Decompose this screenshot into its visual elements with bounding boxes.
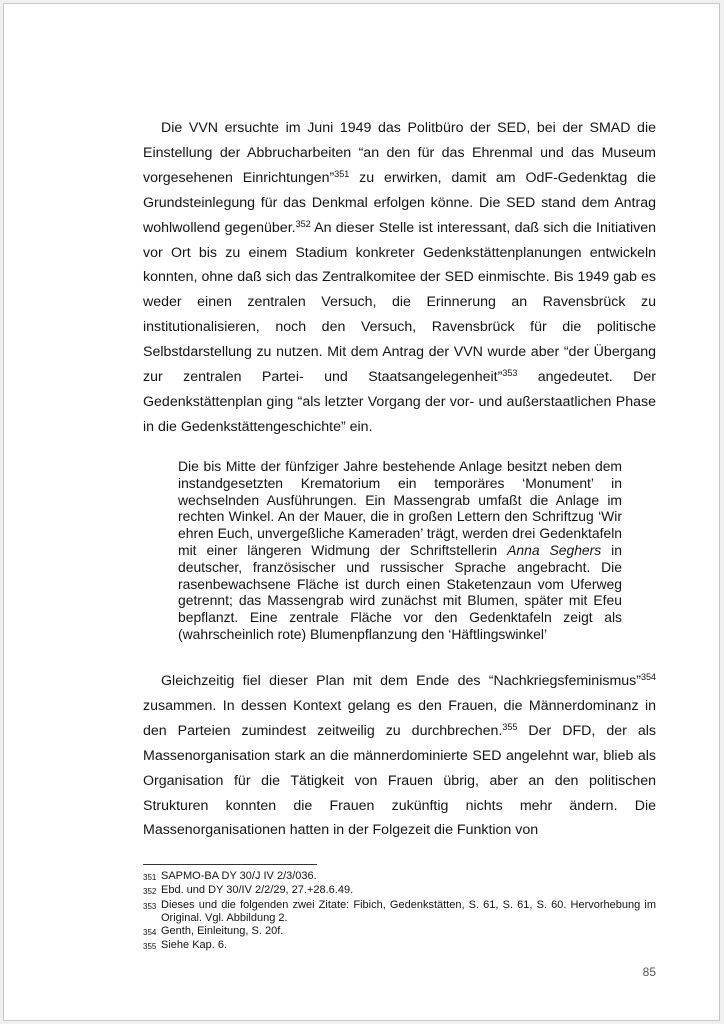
footnote-ref-352[interactable]: 352 — [295, 218, 311, 229]
footnote-number: 351 — [143, 873, 157, 882]
footnote-ref-353[interactable]: 353 — [502, 368, 518, 379]
body-paragraph-1: Die VVN ersuchte im Juni 1949 das Politbüro der SED, bei der SMAD die Einstellung der Abbrucharbeiten “an den für das Ehrenmal und das Museum vorgesehenen Einrichtungen”$^{351}$ zu erwirken, damit am OdF-Gedenktag die Grundsteinlegung für das Denkmal erfolgen könne. Die SED stand dem Antrag wohlwollend gegenüber.$^{352}$ An dieser Stelle ist interessant, daß sich die Initiativen vor Ort bis zu einem Stadium konkreter Gedenkstättenplanungen entwickeln konnten, ohne daß sich das Zentralkomitee der SED einmischte. Bis 1949 gab es weder einen zentralen Versuch, die Erinnerung an Ravensbrück zu institutionalisieren, noch den Versuch, Ravensbrück für die politische Selbstdarstellung zu nutzen. Mit dem Antrag der VVN wurde aber “der Übergang zur zentralen Partei- und Staatsangelegenheit”$^{353}$ angedeutet. Der Gedenkstättenplan ging “als letzter Vorgang der vor- und außerstaatlichen Phase in die Gedenkstättengeschichte” ein. — [143, 120, 656, 435]
footnote-number: 353 — [143, 901, 157, 911]
document-page — [3, 3, 720, 1021]
footnote-ref-351[interactable]: 351 — [334, 168, 350, 179]
footnote-355 — [143, 939, 656, 953]
footnote-ref-354[interactable]: 354 — [640, 672, 656, 682]
body-paragraph-2: Gleichzeitig fiel dieser Plan mit dem Ende des “Nachkriegsfeminismus”$^{354}$ zusammen. In dessen Kontext gelang es den Frauen, die Männerdominanz in den Parteien zumindest zeitweilig zu durchbrechen.$^{355}$ Der DFD, der als Massenorganisation stark an die männerdominierte SED angelehnt war, blieb als Organisation für die Tätigkeit von Frauen übrig, aber an den politischen Strukturen konnten die Frauen zukünftig nichts mehr ändern. Die Massenorganisationen hatten in der Folgezeit die Funktion von — [143, 672, 656, 839]
footnote-ref-355[interactable]: 355 — [502, 721, 518, 732]
footnote-text: SAPMO-BA DY 30/J IV 2/3/036. — [161, 870, 317, 882]
footnote-353 — [143, 899, 656, 926]
footnote-number: 355 — [143, 942, 157, 952]
footnote-354 — [143, 925, 656, 939]
page-number: 85 — [642, 965, 656, 979]
footnote-text: Dieses und die folgenden zwei Zitate: Fibich, Gedenkstätten, S. 61, S. 61, S. 60. Hervorhebung im Original. Vgl. Abbildung 2. — [161, 898, 656, 924]
footnote-352 — [143, 884, 656, 898]
footnote-text: Siehe Kap. 6. — [161, 939, 228, 952]
footnote-number: 352 — [143, 887, 157, 897]
footnote-separator — [143, 864, 317, 865]
block-quote: Die bis Mitte der fünfziger Jahre bestehende Anlage besitzt neben dem instandgesetzten Krematorium ein temporäres ‘Monument’ in wechselnden Ausführungen. Ein Massengrab umfaßt die Anlage im rechten Winkel. An der Mauer, die in großen Lettern den Schriftzug ‘Wir ehren Euch, unvergeßliche Kameraden’ trägt, werden drei Gedenktafeln mit einer längeren Widmung der Schriftstellerin Anna Seghers in deutscher, französischer und russischer Sprache angebracht. Die rasenbewachsene Fläche ist durch einen Staketenzaun vom Uferweg getrennt; das Massengrab wird zunächst mit Blumen, später mit Efeu bepflanzt. Eine zentrale Fläche vor den Gedenktafeln zeigt als (wahrscheinlich rote) Blumenpflanzung den ‘Häftlingswinkel’ — [178, 458, 622, 642]
footnote-351 — [143, 870, 656, 884]
footnote-number: 354 — [143, 928, 157, 938]
author-name: Anna Seghers — [507, 541, 602, 558]
footnote-text: Ebd. und DY 30/IV 2/2/29, 27.+28.6.49. — [161, 884, 354, 897]
footnote-text: Genth, Einleitung, S. 20f. — [161, 925, 284, 938]
footnotes — [143, 870, 656, 954]
